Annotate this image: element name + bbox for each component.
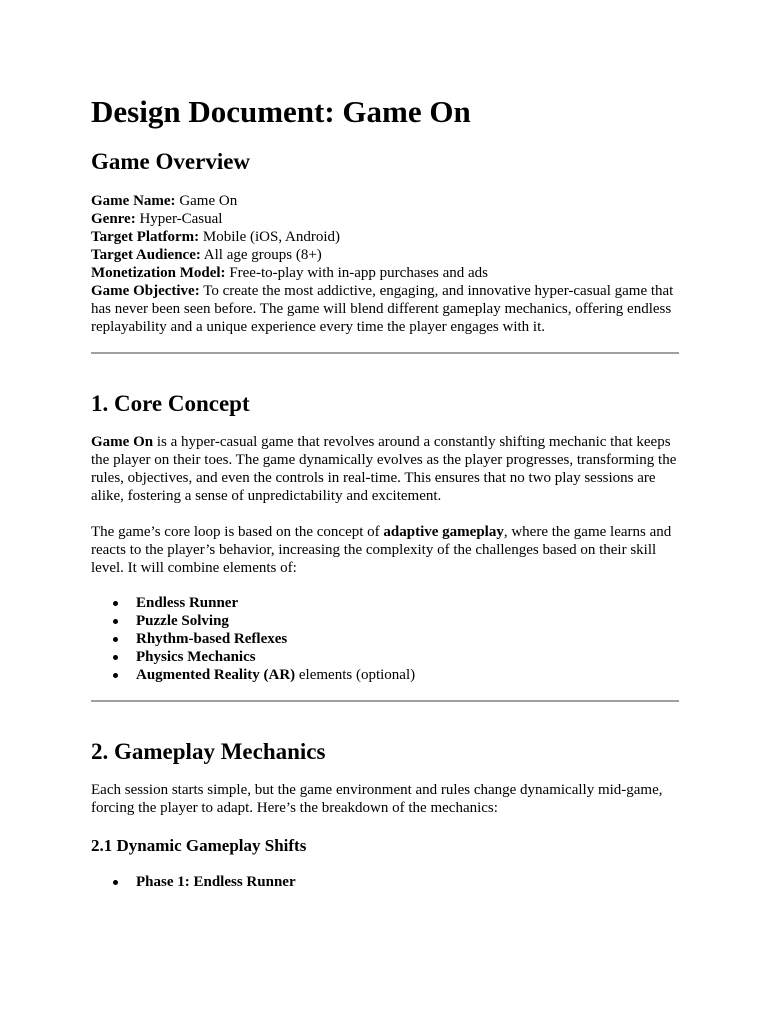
core-concept-paragraph-2 (91, 523, 681, 577)
list-item-label: Augmented Reality (AR) (136, 667, 296, 683)
field-game-name (91, 192, 681, 210)
field-value: Mobile (iOS, Android) (199, 229, 341, 245)
core-concept-heading: 1. Core Concept (91, 391, 250, 416)
adaptive-gameplay-emphasis: adaptive gameplay (383, 524, 504, 540)
field-value: Game On (175, 193, 238, 209)
list-item-label: Physics Mechanics (136, 649, 256, 665)
list-item-label: Rhythm-based Reflexes (136, 631, 288, 647)
bullet-icon (113, 655, 118, 660)
list-item (91, 648, 681, 666)
list-item (91, 594, 681, 612)
list-item-label: Phase 1: Endless Runner (136, 874, 296, 890)
elements-list (91, 594, 681, 684)
game-name-emphasis: Game On (91, 434, 154, 450)
list-item-label: Endless Runner (136, 595, 239, 611)
document-title: Design Document: Game On (91, 94, 471, 129)
field-target-platform (91, 228, 681, 246)
list-item-text: elements (optional) (295, 667, 416, 683)
field-label: Game Objective: (91, 283, 200, 299)
paragraph-text: , where the game learns and reacts to the player’s behavior, increasing the complexity of the challenges based on their skill level. It will combine elements of: (91, 524, 672, 576)
overview-heading: Game Overview (91, 149, 251, 174)
field-value: All age groups (8+) (200, 247, 322, 263)
core-concept-paragraph-1 (91, 433, 681, 505)
phases-list (91, 873, 681, 891)
bullet-icon (113, 673, 118, 678)
list-item (91, 666, 681, 684)
field-target-audience (91, 246, 681, 264)
field-label: Game Name: (91, 193, 176, 209)
field-monetization-model (91, 264, 681, 282)
bullet-icon (113, 880, 118, 885)
dynamic-shifts-heading: 2.1 Dynamic Gameplay Shifts (91, 836, 307, 855)
paragraph-text: Each session starts simple, but the game environment and rules change dynamically mid-game, forcing the player to adapt. Here’s the breakdown of the mechanics: (91, 782, 663, 816)
bullet-icon (113, 619, 118, 624)
field-label: Monetization Model: (91, 265, 226, 281)
gameplay-heading: 2. Gameplay Mechanics (91, 739, 326, 764)
list-item (91, 612, 681, 630)
list-item (91, 873, 681, 891)
list-item (91, 630, 681, 648)
section-divider (91, 700, 679, 702)
overview-fields (91, 192, 681, 336)
bullet-icon (113, 601, 118, 606)
field-value: Hyper-Casual (135, 211, 223, 227)
bullet-icon (113, 637, 118, 642)
field-label: Target Audience: (91, 247, 201, 263)
field-value: Free-to-play with in-app purchases and ads (225, 265, 488, 281)
paragraph-text: The game’s core loop is based on the concept of (91, 524, 384, 540)
field-game-objective (91, 282, 681, 336)
gameplay-intro (91, 781, 681, 817)
field-value: To create the most addictive, engaging, and innovative hyper-casual game that has never been seen before. The game will blend different gameplay mechanics, offering endless replayability and a unique experience every time the player engages with it. (91, 283, 674, 335)
field-label: Genre: (91, 211, 136, 227)
section-divider (91, 352, 679, 354)
list-item-label: Puzzle Solving (136, 613, 229, 629)
field-label: Target Platform: (91, 229, 200, 245)
paragraph-text: is a hyper-casual game that revolves around a constantly shifting mechanic that keeps the player on their toes. The game dynamically evolves as the player progresses, transforming the rules, objectives, and even the controls in real-time. This ensures that no two play sessions are alike, fostering a sense of unpredictability and excitement. (91, 434, 677, 504)
field-genre (91, 210, 681, 228)
